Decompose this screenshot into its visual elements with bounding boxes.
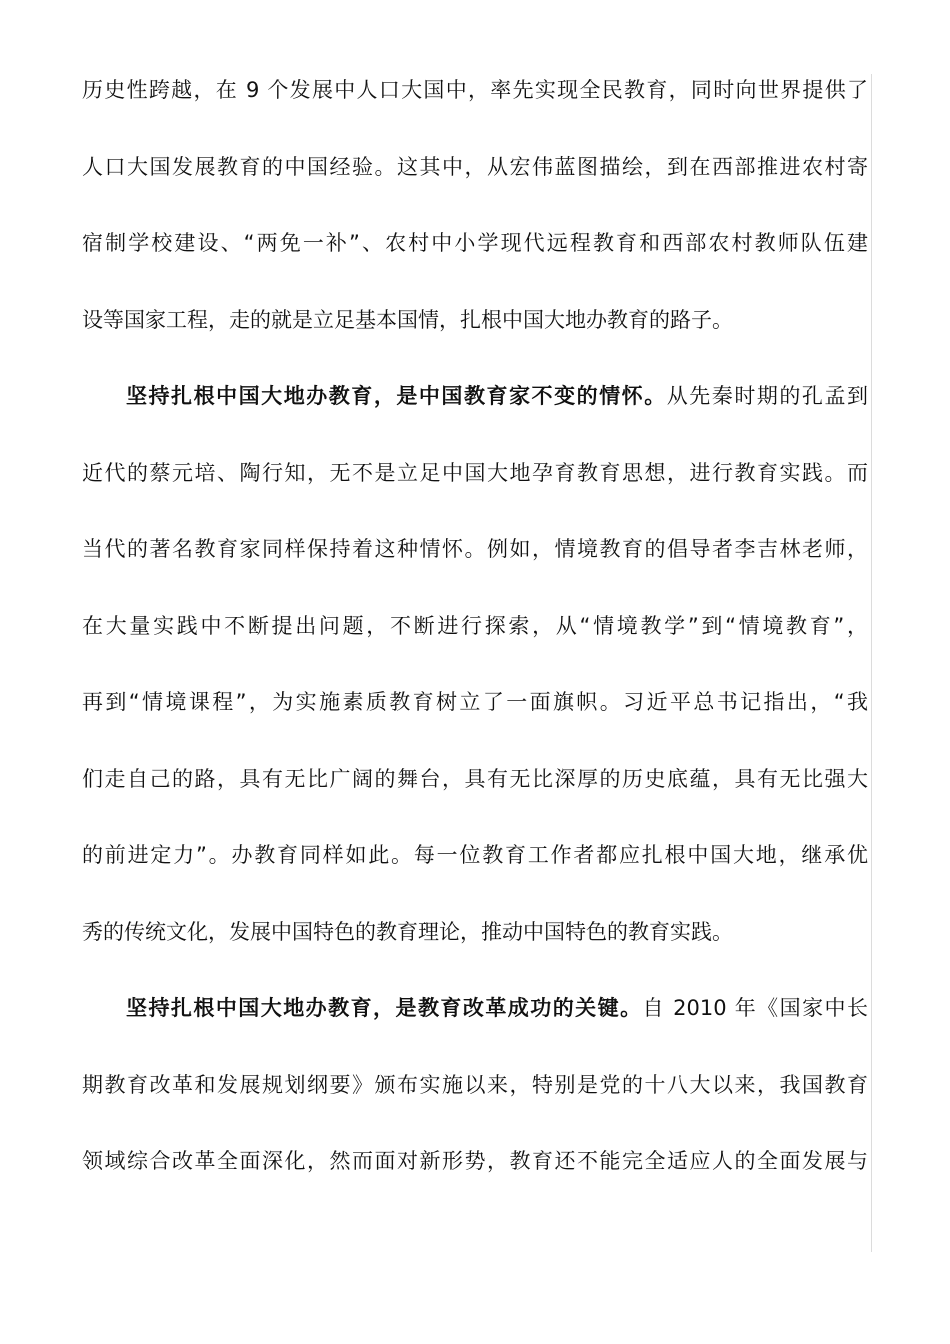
text-line [82, 588, 868, 665]
bold-heading-run: 坚持扎根中国大地办教育，是中国教育家不变的情怀。 [126, 384, 667, 408]
text-run: 近代的蔡元培、陶行知，无不是立足中国大地孕育教育思想，进行教育实践。而 [82, 460, 868, 485]
text-run: 的前进定力”。办教育同样如此。每一位教育工作者都应扎根中国大地，继承优 [82, 843, 868, 867]
document-body [82, 52, 868, 1200]
text-run: 在大量实践中不断提出问题，不断进行探索，从“情境教学”到“情境教育”， [82, 613, 868, 638]
text-run: 自 2010 年《国家中长 [642, 996, 868, 1020]
text-run: 宿制学校建设、“两免一补”、农村中小学现代远程教育和西部农村教师队伍建 [82, 231, 868, 255]
text-line [82, 511, 868, 588]
text-line [82, 1123, 868, 1200]
text-line [82, 52, 868, 129]
text-run: 设等国家工程，走的就是立足基本国情，扎根中国大地办教育的路子。 [82, 307, 733, 332]
text-line [82, 741, 868, 818]
text-line [82, 817, 868, 894]
text-line [82, 282, 868, 359]
margin-rule [871, 74, 872, 1252]
text-run: 期教育改革和发展规划纲要》颁布实施以来，特别是党的十八大以来，我国教育 [82, 1072, 868, 1097]
text-line [82, 894, 868, 971]
text-run: 领域综合改革全面深化，然而面对新形势，教育还不能完全适应人的全面发展与 [82, 1149, 868, 1173]
bold-heading-run: 坚持扎根中国大地办教育，是教育改革成功的关键。 [126, 996, 643, 1020]
text-line [82, 358, 868, 435]
text-line [82, 1047, 868, 1124]
text-run: 历史性跨越，在 9 个发展中人口大国中，率先实现全民教育，同时向世界提供了 [82, 78, 868, 102]
text-line [82, 435, 868, 512]
text-run: 们走自己的路，具有无比广阔的舞台，具有无比深厚的历史底蕴，具有无比强大 [82, 766, 868, 791]
text-run: 当代的著名教育家同样保持着这种情怀。例如，情境教育的倡导者李吉林老师， [82, 537, 868, 561]
text-run: 人口大国发展教育的中国经验。这其中，从宏伟蓝图描绘，到在西部推进农村寄 [82, 154, 868, 179]
text-line [82, 970, 868, 1047]
text-run: 秀的传统文化，发展中国特色的教育理论，推动中国特色的教育实践。 [82, 919, 733, 944]
text-line [82, 664, 868, 741]
text-run: 从先秦时期的孔孟到 [666, 384, 868, 408]
text-run: 再到“情境课程”，为实施素质教育树立了一面旗帜。习近平总书记指出，“我 [82, 690, 868, 714]
text-line [82, 129, 868, 206]
text-line [82, 205, 868, 282]
